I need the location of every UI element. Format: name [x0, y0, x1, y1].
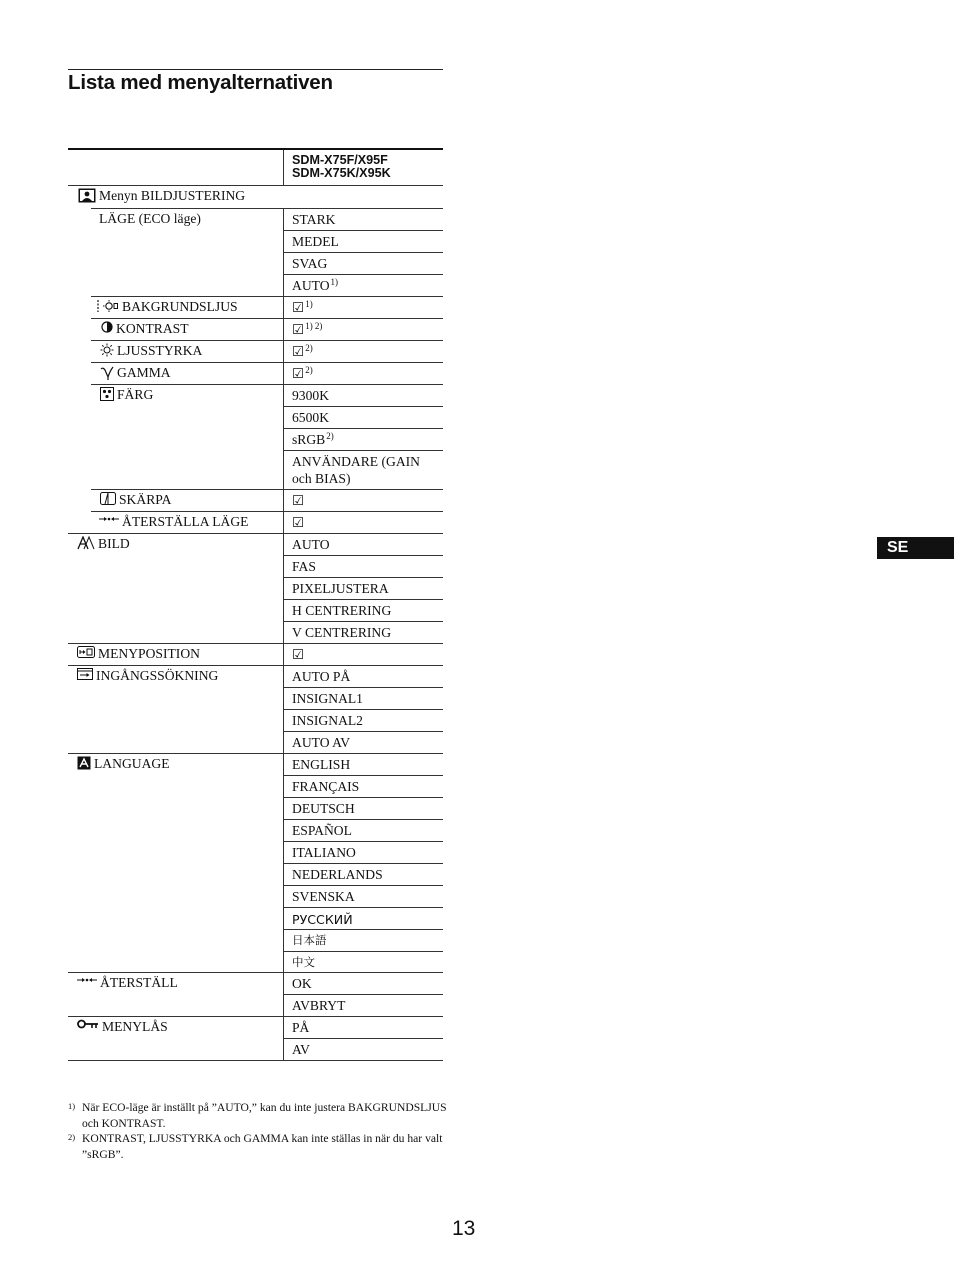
- table-row: [68, 1016, 443, 1038]
- option-cell: MEDEL: [292, 234, 339, 249]
- check-cell: [284, 511, 443, 533]
- option-cell: V CENTRERING: [292, 625, 392, 640]
- menu-position-icon: [77, 646, 95, 658]
- option-cell: ENGLISH: [292, 757, 351, 772]
- table-row: [68, 951, 443, 972]
- model-header: SDM-X75F/X95F SDM-X75K/X95K: [292, 153, 391, 180]
- row-label: LANGUAGE: [94, 756, 170, 771]
- option-cell: INSIGNAL2: [292, 713, 363, 728]
- option-cell: PÅ: [292, 1020, 310, 1035]
- check-cell: ☑$^{2)}$: [292, 365, 313, 381]
- option-cell: FAS: [292, 559, 316, 574]
- table-row: [68, 731, 443, 753]
- table-row: [68, 599, 443, 621]
- option-cell: РУССКИЙ: [292, 912, 353, 927]
- option-cell: OK: [292, 976, 312, 991]
- option-cell: 中文: [292, 955, 315, 969]
- option-cell: 6500K: [292, 410, 330, 425]
- option-cell: AVBRYT: [292, 998, 346, 1013]
- gamma-icon: [100, 365, 114, 381]
- table-row: [68, 274, 443, 296]
- table-row: [68, 709, 443, 731]
- table-row: [68, 687, 443, 709]
- check-mark-icon: ☑: [292, 300, 305, 315]
- screen-icon: [77, 536, 95, 550]
- table-row: [68, 1038, 443, 1060]
- language-side-tab: SE: [877, 537, 954, 559]
- table-row: [68, 252, 443, 274]
- row-label: FÄRG: [117, 387, 154, 402]
- row-label: INGÅNGSSÖKNING: [96, 668, 219, 683]
- table-row: [68, 555, 443, 577]
- option-cell: STARK: [292, 212, 336, 227]
- table-row: [68, 296, 443, 318]
- table-row: [68, 994, 443, 1016]
- option-cell: AUTO$^{1)}$: [292, 277, 339, 293]
- reset-icon: [99, 514, 119, 524]
- table-row: [68, 511, 443, 533]
- row-label: ÅTERSTÄLL: [100, 975, 178, 990]
- row-label: KONTRAST: [116, 321, 189, 336]
- option-cell: PIXELJUSTERA: [292, 581, 389, 596]
- option-cell: AUTO PÅ: [292, 669, 351, 684]
- table-row: [68, 907, 443, 929]
- table-row: [68, 533, 443, 555]
- row-label: SKÄRPA: [119, 492, 172, 507]
- table-row: [68, 753, 443, 775]
- top-rule: [68, 69, 443, 70]
- check-mark-icon: ☑: [292, 322, 305, 337]
- option-cell: AUTO AV: [292, 735, 351, 750]
- page-title: Lista med menyalternativen: [68, 71, 333, 94]
- table-row: [68, 621, 443, 643]
- table-row: [68, 972, 443, 994]
- option-cell: DEUTSCH: [292, 801, 355, 816]
- row-label: ÅTERSTÄLLA LÄGE: [122, 514, 249, 529]
- footnotes: [68, 1100, 448, 1162]
- option-cell: ESPAÑOL: [292, 823, 352, 838]
- contrast-icon: [101, 321, 113, 333]
- check-cell: [284, 489, 443, 511]
- key-icon: [77, 1019, 99, 1029]
- check-mark-icon: ☑: [292, 647, 305, 662]
- check-mark-icon: ☑: [292, 344, 305, 359]
- option-cell: 9300K: [292, 388, 330, 403]
- option-cell: AUTO: [292, 537, 330, 552]
- check-cell: ☑$^{2)}$: [292, 343, 313, 359]
- table-row: [68, 665, 443, 687]
- option-cell: ITALIANO: [292, 845, 356, 860]
- row-label: BILD: [98, 536, 130, 551]
- option-cell: ANVÄNDARE (GAIN och BIAS): [292, 454, 420, 486]
- check-cell: ☑$^{1)}$: [292, 299, 313, 315]
- picture-adjust-icon: [78, 188, 96, 203]
- color-icon: [100, 387, 114, 401]
- input-sensing-icon: [77, 668, 93, 680]
- option-cell: H CENTRERING: [292, 603, 392, 618]
- row-label: LJUSSTYRKA: [117, 343, 203, 358]
- sharpness-icon: [100, 492, 116, 505]
- table-row: [68, 863, 443, 885]
- table-row: [68, 185, 443, 208]
- table-row: [68, 208, 443, 230]
- table-row: [68, 362, 443, 384]
- table-row: [68, 230, 443, 252]
- option-cell: sRGB$^{2)}$: [292, 431, 334, 447]
- row-label: MENYLÅS: [102, 1019, 168, 1034]
- row-label: Menyn BILDJUSTERING: [99, 188, 246, 203]
- table-row: [68, 406, 443, 428]
- check-mark-icon: ☑: [292, 515, 305, 530]
- table-row: [68, 643, 443, 665]
- table-row: [68, 885, 443, 907]
- footnote: 1) När ECO-läge är inställt på ”AUTO,” kan du inte justera BAKGRUNDSLJUS och KONTRAST.: [68, 1101, 447, 1130]
- option-cell: INSIGNAL1: [292, 691, 363, 706]
- brightness-icon: [100, 343, 114, 357]
- table-row: [68, 577, 443, 599]
- table-header-row: [68, 150, 443, 185]
- reset-icon: [77, 975, 97, 985]
- option-cell: FRANÇAIS: [292, 779, 360, 794]
- language-icon: [77, 756, 91, 770]
- option-cell: SVENSKA: [292, 889, 355, 904]
- table-row: [68, 489, 443, 511]
- check-cell: ☑$^{1) 2)}$: [292, 321, 323, 337]
- option-cell: SVAG: [292, 256, 328, 271]
- row-label: GAMMA: [117, 365, 171, 380]
- check-mark-icon: ☑: [292, 493, 305, 508]
- footnote: 2) KONTRAST, LJUSSTYRKA och GAMMA kan inte ställas in när du har valt ”sRGB”.: [68, 1132, 443, 1161]
- table-row: [68, 775, 443, 797]
- table-row: [68, 340, 443, 362]
- table-row: [68, 318, 443, 340]
- row-label: LÄGE (ECO läge): [99, 211, 201, 226]
- table-row: [68, 819, 443, 841]
- page-number: 13: [452, 1217, 476, 1240]
- table-row: [68, 450, 443, 489]
- row-label: BAKGRUNDSLJUS: [122, 299, 238, 314]
- row-label: MENYPOSITION: [98, 646, 200, 661]
- option-cell: AV: [292, 1042, 310, 1057]
- table-row: [68, 841, 443, 863]
- table-row: [68, 929, 443, 951]
- option-cell: 日本語: [292, 933, 327, 947]
- option-cell: NEDERLANDS: [292, 867, 383, 882]
- table-row: [68, 428, 443, 450]
- backlight-icon: [97, 299, 119, 313]
- check-mark-icon: ☑: [292, 366, 305, 381]
- menu-items-table: [68, 148, 443, 1061]
- table-row: [68, 384, 443, 406]
- table-row: [68, 797, 443, 819]
- check-cell: [284, 643, 443, 665]
